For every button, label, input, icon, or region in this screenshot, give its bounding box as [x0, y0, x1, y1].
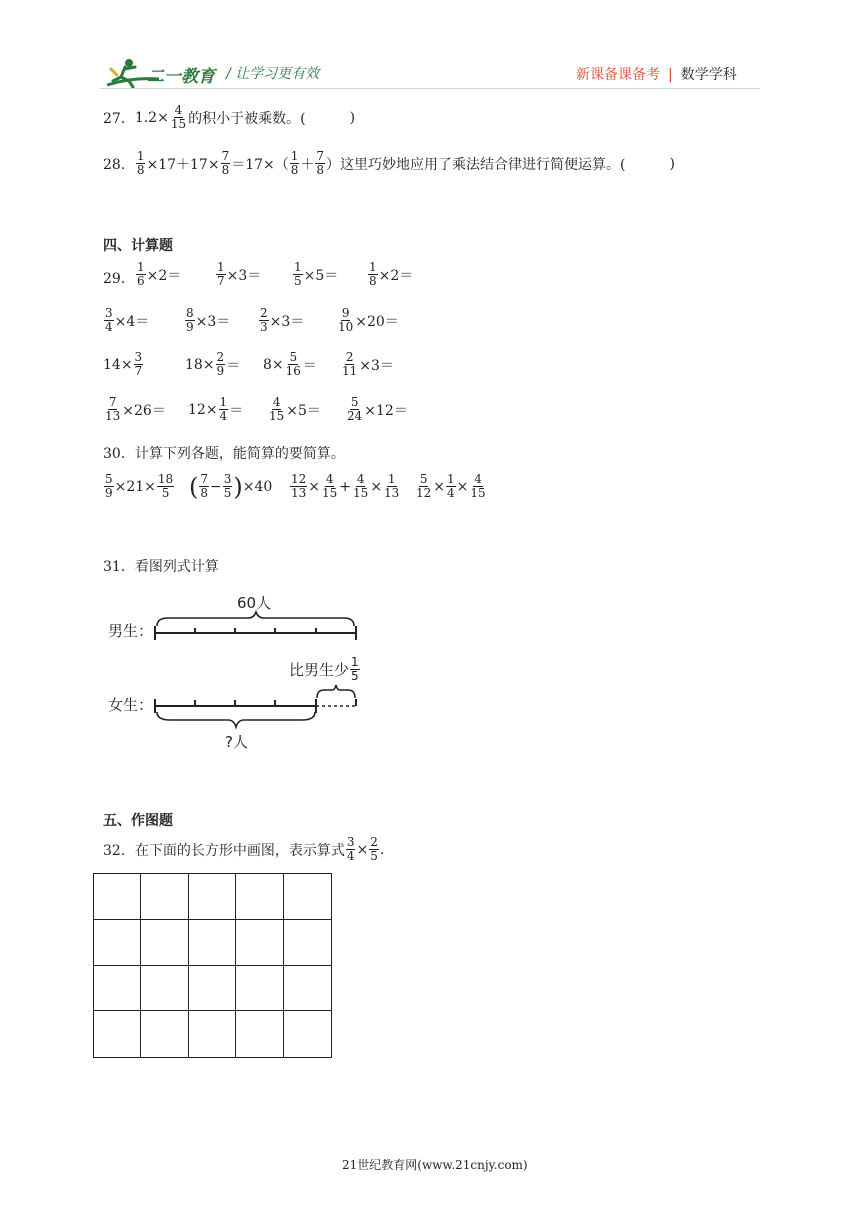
fraction: [368, 261, 378, 288]
calc-expression: [340, 351, 394, 378]
section-title-drawing: 五、作图题: [103, 813, 173, 829]
fraction-denominator: 5: [223, 486, 232, 500]
right-paren: ): [233, 472, 243, 501]
fraction: [219, 396, 229, 423]
fraction: [383, 473, 400, 500]
fraction-numerator: 1: [351, 655, 359, 669]
fraction: [346, 396, 363, 423]
fraction-denominator: 5: [294, 274, 302, 288]
expr-suffix: ×20＝: [355, 313, 399, 330]
fraction-denominator: 9: [216, 364, 225, 378]
fraction-numerator: 2: [345, 350, 354, 364]
fraction: [469, 473, 486, 500]
grid-cell[interactable]: [94, 966, 141, 1012]
grid-cell[interactable]: [94, 1011, 141, 1057]
grid-cell[interactable]: [236, 966, 283, 1012]
fraction-denominator: 4: [447, 486, 455, 500]
calc-expression: [267, 396, 321, 423]
calc-expression: [103, 307, 149, 334]
fraction: [259, 307, 269, 334]
fraction-denominator: 8: [369, 274, 377, 288]
fraction-denominator: 9: [186, 320, 194, 334]
calc-expression: [215, 261, 261, 288]
expr-suffix: ×5＝: [286, 402, 321, 419]
fraction: [170, 104, 187, 131]
expr-text: ×17＋17×: [146, 156, 220, 173]
expr-suffix: ×5＝: [303, 267, 339, 284]
grid-cell[interactable]: [189, 920, 236, 966]
fraction-numerator: 2: [260, 306, 268, 320]
expr-suffix: ＝: [302, 357, 317, 374]
fraction: [415, 473, 432, 500]
expr-suffix: ×2＝: [378, 267, 414, 284]
drawing-grid-rectangle[interactable]: [93, 873, 332, 1058]
calc-expression: [184, 307, 230, 334]
fraction-denominator: 13: [384, 486, 400, 500]
fraction-denominator: 15: [269, 409, 285, 423]
fraction-numerator: 4: [272, 395, 281, 409]
boys-total-label: 60人: [237, 594, 272, 612]
fraction-numerator: 3: [134, 350, 143, 364]
plus-sign: +: [339, 478, 352, 495]
girls-total-brace: [157, 712, 315, 727]
calc-expression: [345, 396, 408, 423]
grid-cell[interactable]: [141, 874, 188, 920]
expr-suffix: ×3＝: [359, 357, 394, 374]
fraction-numerator: 5: [105, 472, 113, 486]
fraction: [290, 473, 307, 500]
grid-cell[interactable]: [189, 966, 236, 1012]
fraction-denominator: 3: [260, 320, 268, 334]
fraction-numerator: 5: [289, 350, 298, 364]
fraction-numerator: 4: [174, 103, 183, 117]
fraction: [104, 307, 114, 334]
fraction: [341, 351, 358, 378]
fraction: [346, 836, 356, 863]
fraction-numerator: 18: [157, 472, 174, 486]
grid-cell[interactable]: [236, 1011, 283, 1057]
fraction: [315, 150, 325, 177]
fraction-denominator: 5: [161, 486, 170, 500]
fraction: [104, 396, 121, 423]
close-paren: ): [669, 155, 675, 172]
fraction-numerator: 1: [137, 260, 145, 274]
fraction-numerator: 8: [186, 306, 194, 320]
expr-prefix: 14×: [103, 356, 133, 373]
fraction-numerator: 7: [200, 472, 209, 486]
fraction: [352, 473, 369, 500]
expr-suffix: ×26＝: [122, 402, 166, 419]
fraction-denominator: 4: [346, 849, 355, 863]
calc-expression: [103, 396, 166, 423]
grid-cell[interactable]: [94, 920, 141, 966]
fraction-numerator: 1: [447, 472, 455, 486]
fraction-denominator: 7: [217, 274, 225, 288]
q30-expression-2: [189, 473, 272, 500]
question-number: 28．: [103, 156, 135, 173]
calc-expression: [135, 261, 181, 288]
q30-expression-4: [414, 473, 488, 500]
question-number: 31．: [103, 559, 135, 575]
fraction-denominator: 12: [416, 486, 432, 500]
fraction-denominator: 8: [136, 163, 145, 177]
calc-expression: [185, 351, 240, 378]
expr-text: ＝17×（: [231, 156, 289, 173]
fraction-denominator: 10: [338, 320, 354, 334]
question-text: 看图列式计算: [134, 559, 219, 575]
times-sign: ×: [370, 478, 383, 495]
left-paren: (: [189, 472, 199, 501]
fraction-numerator: 9: [341, 306, 350, 320]
fraction-numerator: 12: [291, 472, 307, 486]
fraction: [446, 473, 456, 500]
fraction: [157, 473, 174, 500]
fraction: [290, 150, 300, 177]
fraction: [285, 351, 302, 378]
line-segment-diagram: [140, 600, 380, 740]
grid-cell[interactable]: [236, 874, 283, 920]
question-27: [103, 104, 355, 131]
header-subject-name: 数学学科: [680, 67, 737, 83]
expr-suffix: ×12＝: [364, 402, 408, 419]
expr-suffix: ＝: [229, 402, 244, 419]
q30-expression-3: [289, 473, 401, 500]
fraction: [136, 261, 146, 288]
fraction-numerator: 1: [387, 472, 396, 486]
fraction: [185, 307, 195, 334]
minus-sign: −: [210, 478, 222, 495]
calc-expression: [258, 307, 304, 334]
expr-prefix: 18×: [185, 356, 215, 373]
question-text: ）这里巧妙地应用了乘法结合律进行简便运算。(: [326, 156, 626, 173]
fraction-denominator: 13: [291, 486, 307, 500]
times-sign: ×: [433, 478, 446, 495]
fraction-denominator: 8: [290, 163, 299, 177]
fraction-denominator: 16: [285, 364, 301, 378]
grid-cell[interactable]: [284, 1011, 331, 1057]
grid-cell[interactable]: [141, 920, 188, 966]
times-sign: ×: [308, 478, 321, 495]
expr-suffix: ×3＝: [226, 267, 262, 284]
fraction-denominator: 13: [105, 409, 121, 423]
fraction: [221, 150, 231, 177]
fraction-denominator: 5: [370, 849, 378, 863]
calc-expression: [188, 396, 243, 423]
header-separator: |: [668, 67, 673, 83]
fraction-numerator: 3: [105, 306, 113, 320]
expr-text: 1.2×: [134, 109, 169, 126]
fraction-numerator: 5: [419, 472, 428, 486]
grid-cell[interactable]: [189, 874, 236, 920]
grid-cell[interactable]: [141, 1011, 188, 1057]
question-28: [103, 150, 675, 177]
fraction-denominator: 15: [170, 117, 187, 131]
q30-expression-1: [103, 473, 175, 500]
page-footer: 21世纪教育网(www.21cnjy.com): [342, 1158, 528, 1172]
times-sign: ×: [356, 841, 369, 858]
fraction: [216, 261, 226, 288]
fraction-denominator: 15: [322, 486, 338, 500]
fraction-denominator: 4: [105, 320, 113, 334]
calc-expression: [263, 351, 317, 378]
fraction-numerator: 1: [369, 260, 377, 274]
header-course: 新课备课备考: [576, 67, 660, 83]
grid-cell[interactable]: [284, 966, 331, 1012]
fraction-numerator: 3: [346, 835, 355, 849]
girls-unknown-label: ?人: [225, 733, 248, 751]
fraction-denominator: 11: [342, 364, 358, 378]
fraction-denominator: 9: [105, 486, 113, 500]
close-paren: ): [349, 109, 356, 126]
fraction: [268, 396, 285, 423]
boys-label: 男生：: [108, 622, 154, 640]
fraction: [293, 261, 303, 288]
fraction-denominator: 6: [137, 274, 145, 288]
grid-cell[interactable]: [141, 966, 188, 1012]
question-31: [103, 556, 219, 576]
expr-prefix: 12×: [188, 401, 218, 418]
fraction-numerator: 4: [356, 472, 365, 486]
expr-text: ×21×: [114, 478, 156, 495]
fraction: [216, 351, 226, 378]
fraction-denominator: 15: [353, 486, 369, 500]
fraction-numerator: 1: [219, 395, 228, 409]
fraction: [104, 473, 114, 500]
question-30: [103, 443, 345, 463]
grid-cell[interactable]: [189, 1011, 236, 1057]
fraction: [199, 473, 209, 500]
calc-expression: [336, 307, 399, 334]
fraction-numerator: 1: [217, 260, 225, 274]
fraction-denominator: 8: [221, 163, 230, 177]
calc-expression: [367, 261, 413, 288]
expr-suffix: ×3＝: [195, 313, 231, 330]
fraction-denominator: 8: [316, 163, 325, 177]
question-text: 的积小于被乘数。(: [188, 110, 306, 127]
calc-expression: [103, 351, 144, 378]
question-number: 32．: [103, 842, 135, 859]
fraction-denominator: 5: [351, 669, 359, 683]
fraction: [369, 836, 379, 863]
question-text: 计算下列各题，能简算的要简算。: [134, 446, 345, 462]
logo-text: 二一教育: [147, 67, 215, 87]
question-number: 30．: [103, 446, 135, 462]
fraction-denominator: 7: [134, 364, 143, 378]
fraction: [321, 473, 338, 500]
section-title-calculation: 四、计算题: [103, 238, 173, 254]
grid-cell[interactable]: [236, 920, 283, 966]
question-number: 27．: [103, 110, 135, 127]
question-text: 在下面的长方形中画图，表示算式: [134, 842, 345, 859]
fraction-denominator: 15: [470, 486, 486, 500]
fraction-denominator: 4: [219, 409, 228, 423]
fraction: [134, 351, 144, 378]
girls-label: 女生：: [108, 696, 154, 714]
fraction-numerator: 7: [221, 149, 230, 163]
less-part-brace: [317, 685, 355, 698]
period: .: [379, 841, 385, 858]
question-32: [103, 836, 384, 863]
fraction-numerator: 2: [216, 350, 225, 364]
fraction-numerator: 2: [370, 835, 378, 849]
header-slogan: / 让学习更有效: [226, 66, 320, 82]
header-subject: [576, 64, 737, 84]
calc-expression: [292, 261, 338, 288]
expr-text: ＋: [300, 156, 315, 173]
grid-cell[interactable]: [284, 920, 331, 966]
expr-suffix: ×2＝: [146, 267, 182, 284]
expr-suffix: ×4＝: [114, 313, 150, 330]
fraction-denominator: 24: [347, 409, 363, 423]
grid-cell[interactable]: [284, 874, 331, 920]
fraction-numerator: 5: [350, 395, 359, 409]
grid-cell[interactable]: [94, 874, 141, 920]
expr-suffix: ×3＝: [269, 313, 305, 330]
fraction-numerator: 3: [223, 472, 232, 486]
times-sign: ×: [456, 478, 469, 495]
fraction-numerator: 1: [290, 149, 299, 163]
fraction-denominator: 8: [200, 486, 209, 500]
fraction-numerator: 1: [136, 149, 145, 163]
expr-text: ×40: [242, 478, 273, 495]
fraction-numerator: 4: [474, 472, 482, 486]
fraction: [223, 473, 233, 500]
fraction-numerator: 7: [108, 395, 117, 409]
expr-prefix: 8×: [263, 356, 284, 373]
question-29-number: 29．: [103, 271, 135, 287]
fraction-numerator: 7: [316, 149, 325, 163]
expr-suffix: ＝: [226, 357, 241, 374]
fraction: [337, 307, 354, 334]
less-text: 比男生少: [289, 661, 350, 679]
boys-total-brace: [157, 612, 354, 626]
fraction-numerator: 1: [294, 260, 302, 274]
fraction-numerator: 4: [325, 472, 334, 486]
fraction: [136, 150, 146, 177]
header-rule: [100, 88, 760, 89]
